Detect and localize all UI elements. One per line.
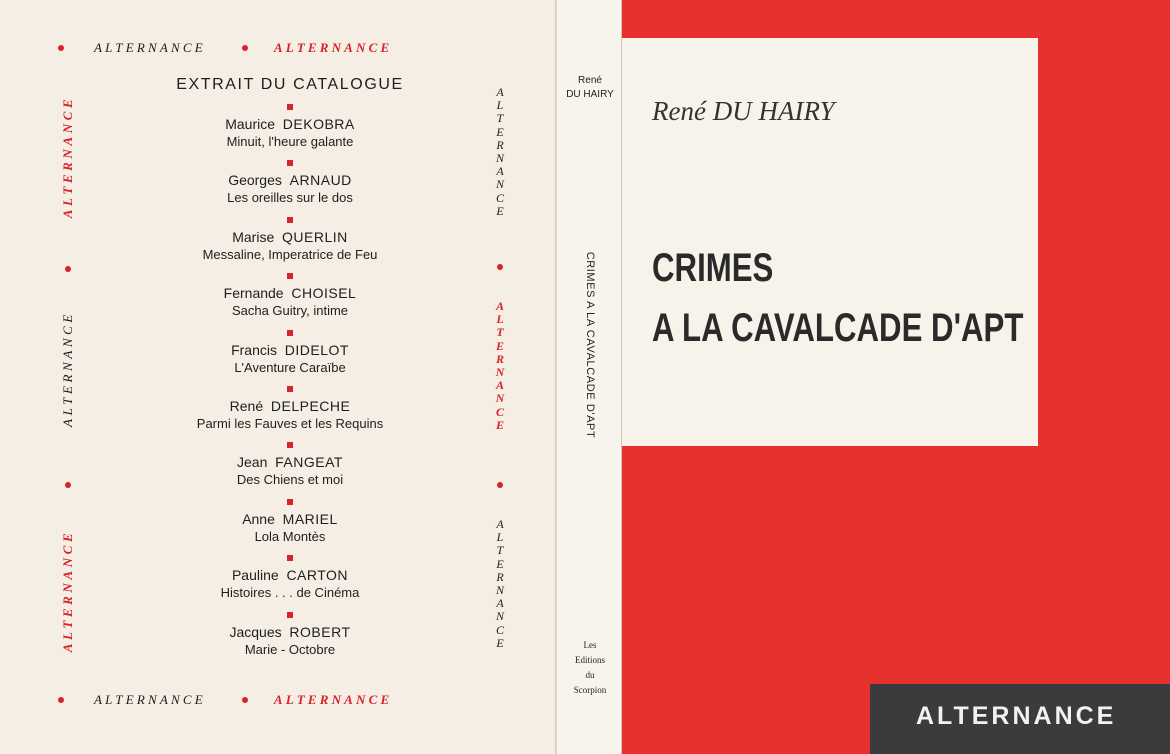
entry-title: Lola Montès bbox=[254, 528, 326, 544]
entry-title: Messaline, Imperatrice de Feu bbox=[202, 246, 378, 262]
back-cover bbox=[0, 0, 556, 754]
red-dot-icon bbox=[242, 697, 248, 703]
red-square-icon bbox=[287, 555, 293, 561]
catalog-entry bbox=[140, 273, 440, 329]
red-dot-icon bbox=[242, 45, 248, 51]
red-square-icon bbox=[287, 104, 293, 110]
entry-title: Marie - Octobre bbox=[244, 641, 336, 657]
entry-title: Histoires . . . de Cinéma bbox=[220, 585, 360, 601]
series-label: ALTERNANCE bbox=[916, 702, 1117, 730]
red-dot-icon bbox=[65, 266, 71, 272]
right-border-column bbox=[490, 72, 510, 672]
entry-author: Georges ARNAUD bbox=[228, 172, 352, 189]
red-square-icon bbox=[287, 330, 293, 336]
red-square-icon bbox=[287, 442, 293, 448]
front-cover bbox=[622, 0, 1170, 754]
red-square-icon bbox=[287, 386, 293, 392]
right-border-word-red: A L T E R N A N C E bbox=[495, 299, 505, 432]
entry-author: Marise QUERLIN bbox=[232, 228, 348, 245]
left-border-word-red: ALTERNANCE bbox=[60, 95, 75, 219]
entry-author: René DELPECHE bbox=[229, 397, 351, 414]
catalog-entry bbox=[140, 104, 440, 160]
spine-title-wrap bbox=[557, 251, 623, 439]
catalog-entry bbox=[140, 612, 440, 668]
bottom-border-row bbox=[58, 690, 478, 710]
catalog-entry bbox=[140, 217, 440, 273]
front-title: CRIMES A LA CAVALCADE D'APT bbox=[652, 246, 1024, 350]
left-border-word-black: ALTERNANCE bbox=[60, 311, 75, 427]
red-square-icon bbox=[287, 160, 293, 166]
entry-author: Fernande CHOISEL bbox=[223, 285, 357, 302]
spine-publisher: Les Editions du Scorpion bbox=[573, 640, 607, 695]
spine-author: René DU HAIRY bbox=[566, 75, 614, 100]
red-square-icon bbox=[287, 612, 293, 618]
catalog-entry bbox=[140, 330, 440, 386]
entry-title: Parmi les Fauves et les Requins bbox=[196, 415, 384, 431]
top-border-row bbox=[58, 38, 478, 58]
red-dot-icon bbox=[58, 45, 64, 51]
entry-title: Des Chiens et moi bbox=[236, 472, 344, 488]
entry-title: Minuit, l'heure galante bbox=[226, 134, 354, 149]
spine-title: CRIMES A LA CAVALCADE D'APT bbox=[584, 251, 596, 439]
catalog-entry bbox=[140, 386, 440, 442]
series-word-black: ALTERNANCE bbox=[94, 40, 206, 55]
entry-title: L'Aventure Caraïbe bbox=[234, 359, 346, 375]
catalog-entry bbox=[140, 442, 440, 498]
entry-author: Pauline CARTON bbox=[231, 567, 349, 584]
catalog-title: EXTRAIT DU CATALOGUE bbox=[176, 76, 404, 93]
entry-title: Les oreilles sur le dos bbox=[227, 190, 353, 206]
catalog-entry bbox=[140, 160, 440, 216]
catalog-list bbox=[140, 104, 440, 668]
left-border-column bbox=[58, 72, 78, 672]
series-word-red: ALTERNANCE bbox=[273, 692, 393, 707]
red-square-icon bbox=[287, 217, 293, 223]
book-spine bbox=[556, 0, 622, 754]
red-dot-icon bbox=[65, 482, 71, 488]
series-word-red: ALTERNANCE bbox=[273, 40, 393, 55]
left-border-word-red: ALTERNANCE bbox=[60, 529, 75, 653]
series-word-black: ALTERNANCE bbox=[94, 692, 206, 707]
catalog-entry bbox=[140, 555, 440, 611]
entry-author: Jean FANGEAT bbox=[237, 454, 343, 471]
red-square-icon bbox=[287, 273, 293, 279]
red-dot-icon bbox=[58, 697, 64, 703]
red-square-icon bbox=[287, 499, 293, 505]
right-border-word-black: A L T E R N A N C E bbox=[495, 517, 504, 650]
entry-author: Anne MARIEL bbox=[242, 510, 338, 527]
title-panel bbox=[622, 38, 1038, 446]
right-border-word-black: A L T E R N A N C E bbox=[495, 85, 504, 218]
entry-author: Francis DIDELOT bbox=[231, 341, 349, 358]
red-dot-icon bbox=[497, 482, 503, 488]
catalog-entry bbox=[140, 499, 440, 555]
entry-title: Sacha Guitry, intime bbox=[231, 303, 349, 319]
front-author: René DU HAIRY bbox=[652, 96, 835, 126]
red-dot-icon bbox=[497, 264, 503, 270]
entry-author: Jacques ROBERT bbox=[229, 623, 351, 640]
entry-author: Maurice DEKOBRA bbox=[225, 116, 355, 132]
series-box bbox=[870, 684, 1170, 754]
